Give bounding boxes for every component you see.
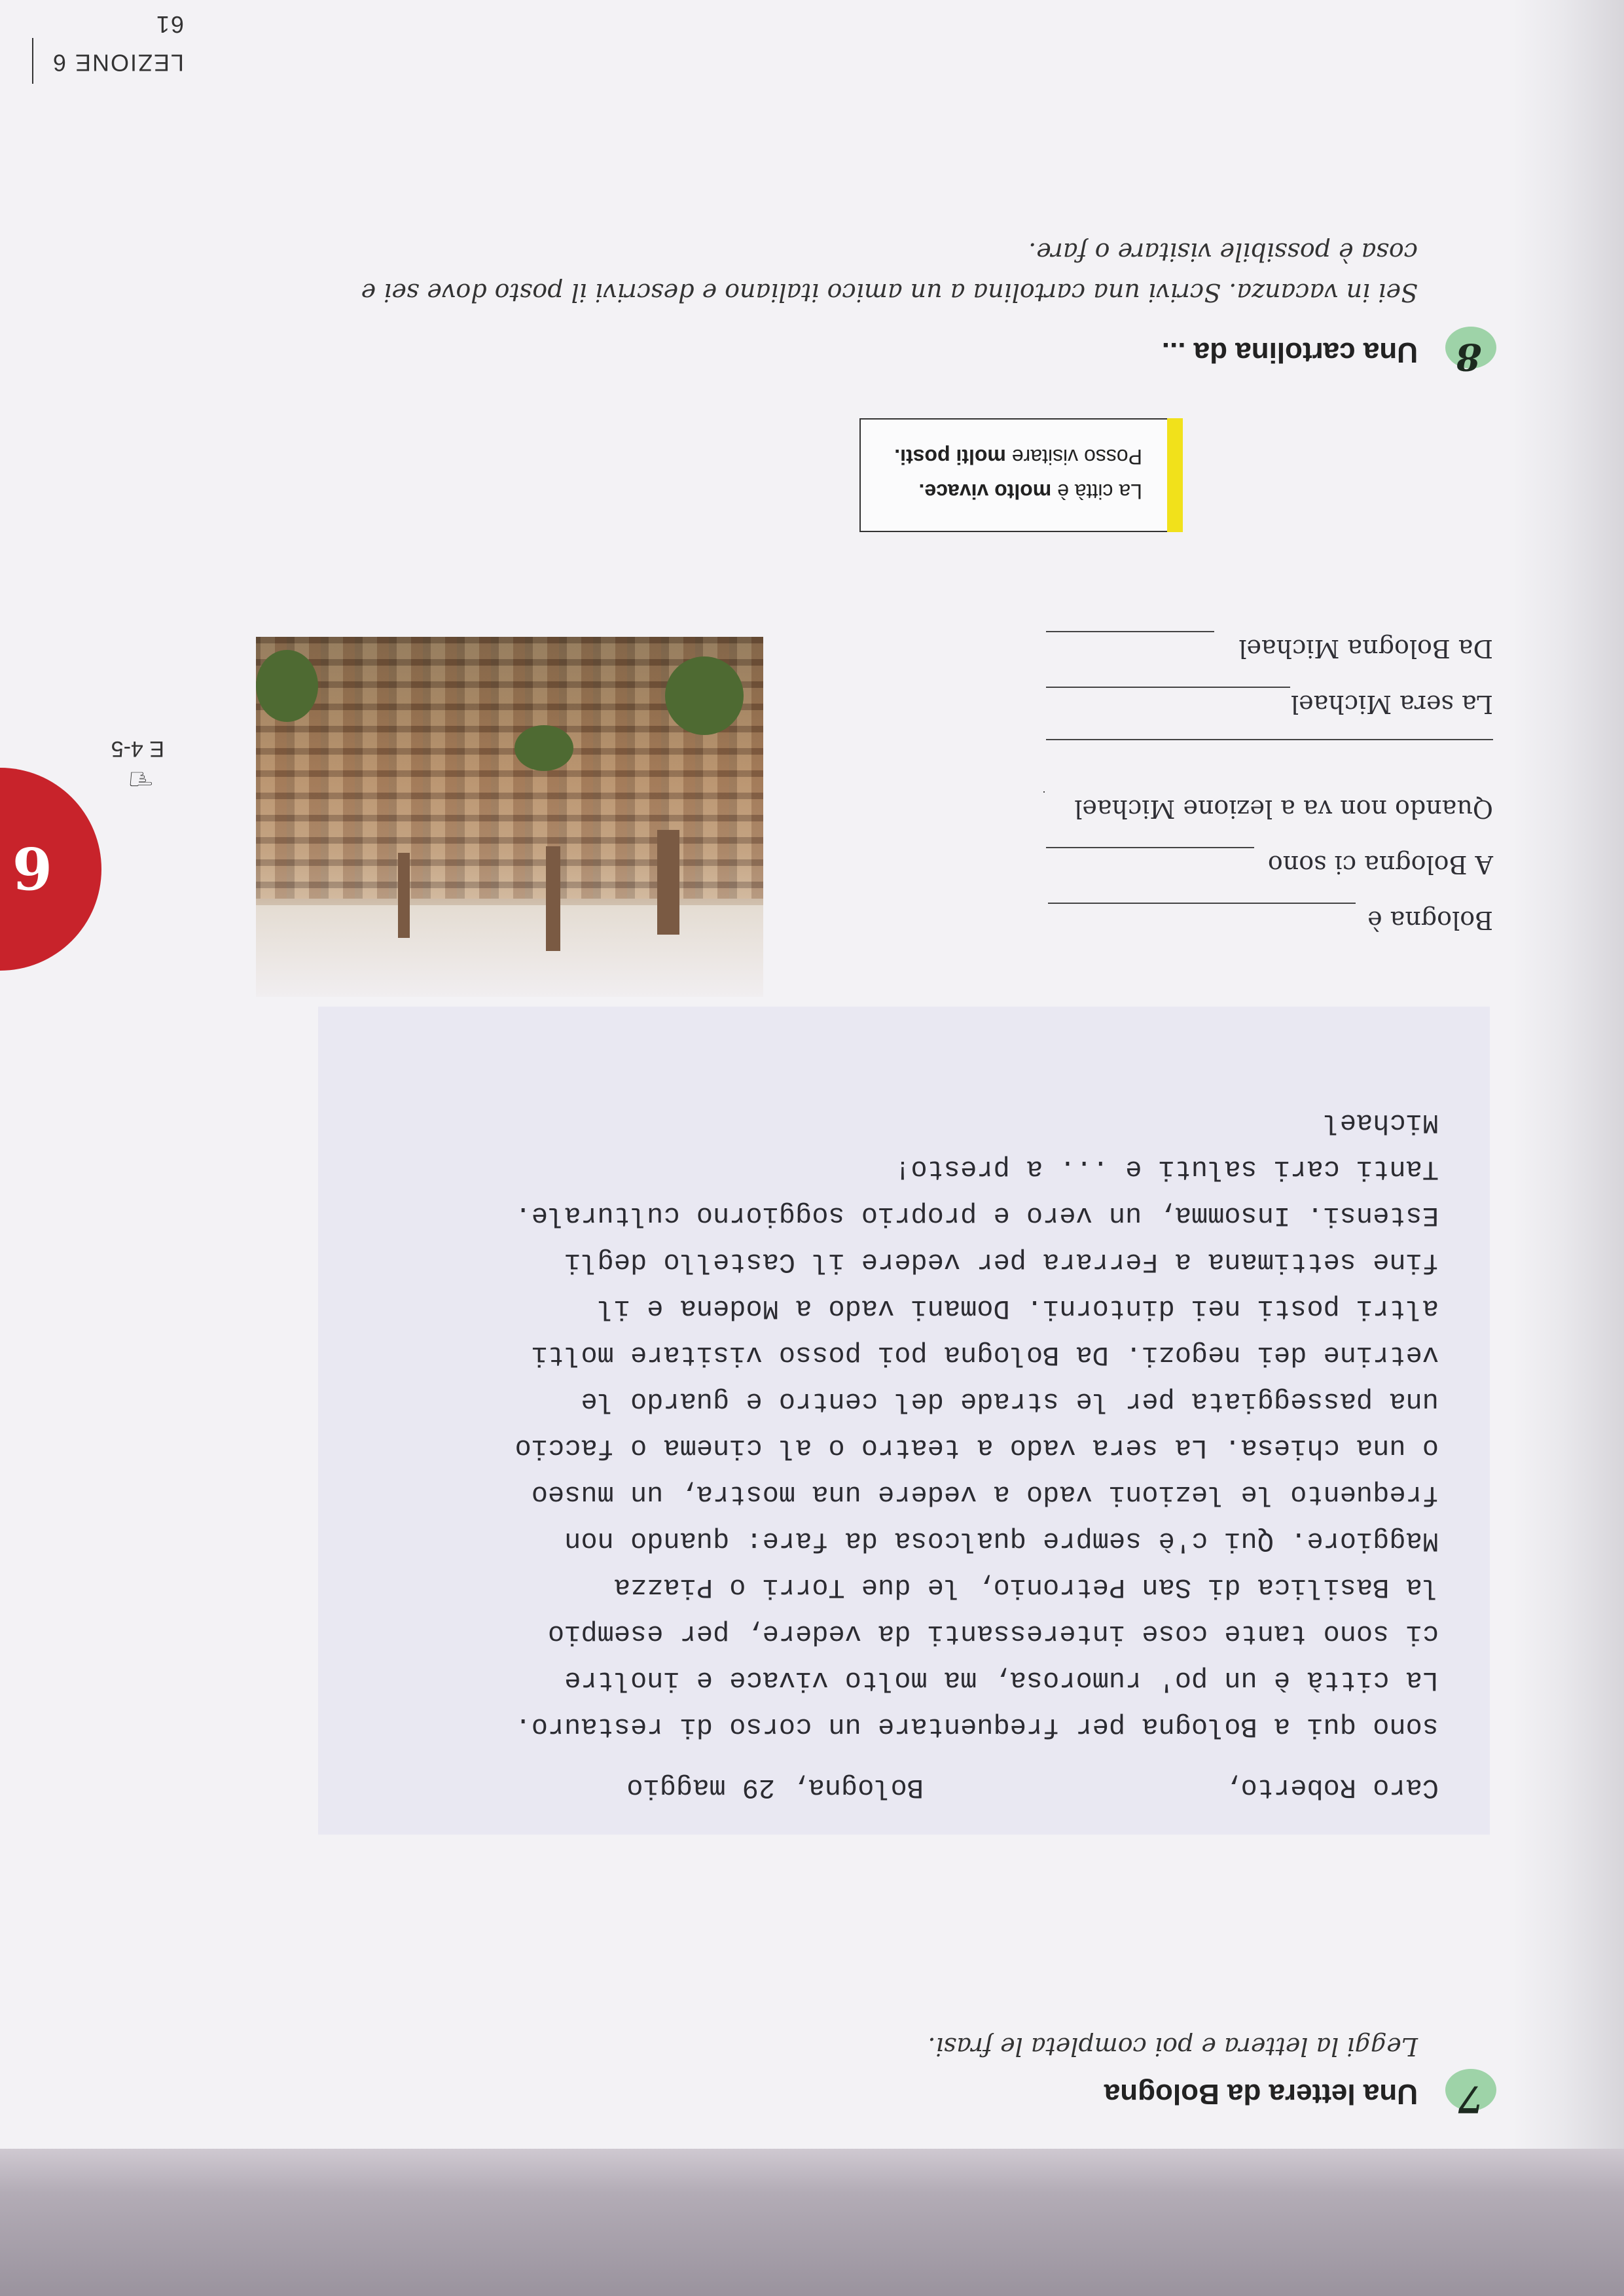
- letter-box: [318, 1007, 1490, 1835]
- sentence-3: Quando non va a lezione Michael: [1074, 795, 1493, 823]
- lesson-tab-number: 6: [12, 834, 52, 902]
- tip-line-2-text: Posso visitare: [1005, 445, 1142, 469]
- exercise-8-title: Una cartolina da ...: [1161, 336, 1418, 368]
- photo-tree: [514, 725, 573, 771]
- exercise-7-instruction: Leggi la lettera e poi completa le frasi.: [928, 2032, 1418, 2061]
- workbook-reference: E 4-5: [111, 736, 164, 761]
- photo-tower: [546, 846, 560, 951]
- tip-highlight-bar: [1167, 418, 1183, 532]
- sentence-1: Bologna è: [1367, 906, 1493, 935]
- tip-line-2: [894, 444, 1142, 469]
- letter-line: la Basilica di San Petronio, le due Torri o Piazza: [613, 1571, 1439, 1603]
- letter-line: fine settimana a Ferrara per vedere il Castello degli: [564, 1246, 1439, 1278]
- letter-line: Tanti cari saluti e ... a presto!: [894, 1153, 1439, 1185]
- photo-tower: [398, 853, 410, 938]
- sentence-5-blank[interactable]: [1046, 687, 1290, 688]
- lesson-tab: [0, 768, 101, 971]
- photo-tower: [657, 830, 679, 935]
- grammar-tip-box: [859, 418, 1183, 532]
- exercise-8-number: 8: [1456, 335, 1481, 378]
- tip-line-1-text: La città è: [1051, 480, 1142, 503]
- letter-line: vetrine dei negozi. Da Bologna poi posso visitare molti: [531, 1339, 1439, 1371]
- exercise-7-number: 7: [1458, 2077, 1483, 2121]
- photo-tree: [665, 656, 744, 735]
- scanner-bed: [0, 2149, 1624, 2296]
- sentence-2: A Bologna ci sono: [1267, 850, 1493, 879]
- page-footer: [0, 10, 184, 84]
- exercise-7-title: Una lettera da Bologna: [1104, 2078, 1418, 2110]
- sentence-2-blank[interactable]: [1046, 847, 1254, 848]
- letter-line: Estensi. Insomma, un vero e proprio soggiorno culturale.: [514, 1200, 1439, 1231]
- letter-line: altri posti nei dintorni. Domani vado a Modena e il: [597, 1293, 1439, 1324]
- letter-body: [326, 1099, 1439, 1749]
- letter-line: La città è un po' rumorosa, ma molto vivace e inoltre: [564, 1664, 1439, 1696]
- binding-gutter: [1513, 0, 1624, 2149]
- footer-separator: [32, 38, 33, 84]
- sentence-6: Da Bologna Michael: [1238, 634, 1493, 663]
- letter-place-date: Bologna, 29 maggio: [626, 1772, 924, 1803]
- tip-line-1: [919, 479, 1143, 503]
- letter-line: Maggiore. Qui c'è sempre qualcosa da fare: quando non: [564, 1525, 1439, 1556]
- footer-page-number: 61: [154, 11, 184, 38]
- bologna-photo: [256, 637, 763, 997]
- exercise-8-instruction-line-2: cosa è possibile visitare o fare.: [1028, 238, 1418, 266]
- footer-lesson: LEZIONE 6: [51, 49, 184, 77]
- sentence-1-blank[interactable]: [1048, 903, 1356, 904]
- photo-sky: [256, 905, 763, 997]
- letter-line: sono qui a Bologna per frequentare un corso di restauro.: [514, 1711, 1439, 1742]
- letter-line: ci sono tante cose interessanti da vedere, per esempio: [547, 1618, 1439, 1649]
- photo-tree: [256, 650, 318, 722]
- pointing-hand-icon: ☜: [127, 762, 154, 797]
- sentence-3-blank[interactable]: [1043, 791, 1045, 793]
- letter-signature: Michael: [1323, 1107, 1439, 1138]
- letter-line: una passeggiata per le strade del centro e guardo le: [581, 1386, 1439, 1417]
- sentence-3-blank-continued[interactable]: [1046, 739, 1493, 740]
- letter-line: frequento le lezioni vado a vedere una mostra, un museo: [531, 1479, 1439, 1510]
- letter-line: o una chiesa. La sera vado a teatro o al cinema o faccio: [514, 1432, 1439, 1463]
- sentence-5: La sera Michael: [1291, 690, 1493, 719]
- letter-salutation: Caro Roberto,: [1224, 1772, 1439, 1803]
- tip-line-1-bold: molto vivace.: [918, 480, 1052, 503]
- exercise-8-instruction-line-1: Sei in vacanza. Scrivi una cartolina a un amico italiano e descrivi il posto dove sei e: [361, 278, 1418, 307]
- tip-line-2-bold: molti posti.: [894, 445, 1006, 469]
- sentence-6-blank[interactable]: [1046, 631, 1214, 632]
